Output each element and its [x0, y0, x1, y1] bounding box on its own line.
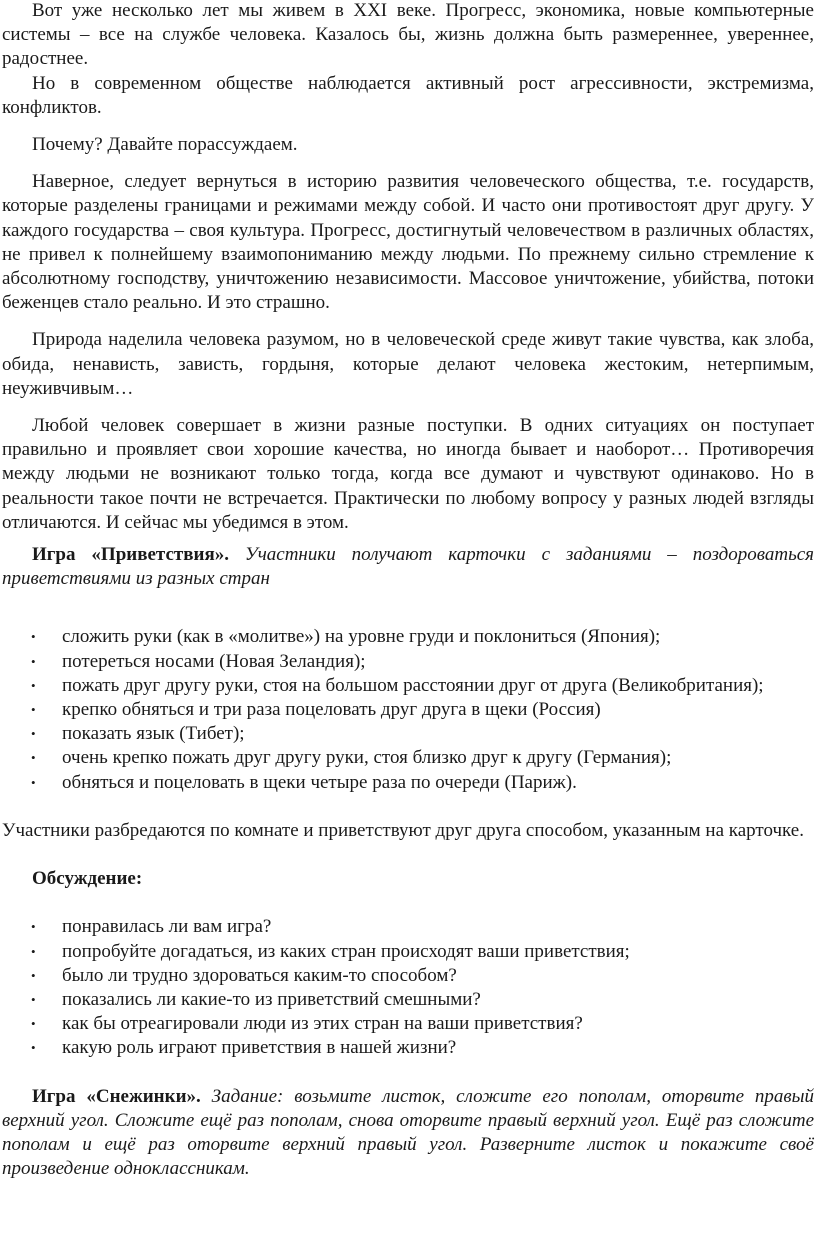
bullet-icon: •	[31, 653, 36, 669]
intro-paragraph-1: Вот уже несколько лет мы живем в XXI веке. Прогресс, экономика, новые компьютерные системы – все на службе человека. Казалось бы, жизнь должна быть размереннее, увереннее, радостнее.	[2, 0, 814, 70]
intro-paragraph-2: Но в современном обществе наблюдается активный рост агрессивности, экстремизма, конфликтов.	[2, 72, 814, 118]
list-item: • какую роль играют приветствия в нашей жизни?	[2, 1036, 814, 1060]
bullet-icon: •	[31, 1040, 36, 1056]
intro-paragraph-3: Почему? Давайте порассуждаем.	[32, 134, 298, 156]
bullet-icon: •	[31, 702, 36, 718]
list-item: • показать язык (Тибет);	[2, 722, 814, 746]
list-item: • потереться носами (Новая Зеландия);	[2, 650, 814, 674]
list-item: • сложить руки (как в «молитве») на уровне груди и поклониться (Япония);	[2, 625, 814, 649]
list-item: • обняться и поцеловать в щеки четыре раза по очереди (Париж).	[2, 771, 814, 795]
list-item: • крепко обняться и три раза поцеловать друг друга в щеки (Россия)	[2, 698, 814, 722]
greetings-after-text: Участники разбредаются по комнате и приветствуют друг друга способом, указанным на карточке.	[2, 819, 804, 841]
document-page	[2, 0, 814, 1181]
bullet-icon: •	[31, 943, 36, 959]
game-snowflakes-intro	[2, 1085, 814, 1182]
game-greetings-task: Участники получают карточки с заданиями – поздороваться приветствиями из разных стран	[2, 544, 815, 590]
list-item: • очень крепко пожать друг другу руки, стоя близко друг к другу (Германия);	[2, 746, 814, 770]
intro-paragraph-6: Любой человек совершает в жизни разные поступки. В одних ситуациях он поступает правильно и проявляет свои хорошие качества, но иногда бывает и наоборот… Противоречия между людьми не возникают только тогда, когда все думают и чувствуют одинаково. Но в реальности такое почти не встречается. Практически по любому вопросу у разных людей взгляды отличаются. И сейчас мы убедимся в этом.	[2, 415, 814, 533]
bullet-icon: •	[31, 629, 36, 645]
list-item: • как бы отреагировали люди из этих стран на ваши приветствия?	[2, 1012, 814, 1036]
intro-paragraph-4: Наверное, следует вернуться в историю развития человеческого общества, т.е. государств, которые разделены границами и режимами между собой. И часто они противостоят друг другу. У каждого государства – своя культура. Прогресс, достигнутый человечеством в различных областях, не привел к полнейшему взаимопониманию между людьми. По прежнему сильно стремление к абсолютному господству, уничтожению независимости. Массовое уничтожение, убийства, потоки беженцев стало реально. И это страшно.	[2, 171, 814, 314]
discussion-list	[2, 915, 814, 1060]
bullet-icon: •	[31, 991, 36, 1007]
bullet-icon: •	[31, 967, 36, 983]
bullet-icon: •	[31, 1016, 36, 1032]
greetings-list	[2, 625, 814, 794]
bullet-icon: •	[31, 750, 36, 766]
discussion-title: Обсуждение:	[32, 868, 143, 890]
list-item: • пожать друг другу руки, стоя на большом расстоянии друг от друга (Великобритания);	[2, 674, 814, 698]
bullet-icon: •	[31, 677, 36, 693]
game-greetings-intro	[2, 543, 814, 591]
bullet-icon: •	[31, 726, 36, 742]
bullet-icon: •	[31, 774, 36, 790]
intro-paragraph-5: Природа наделила человека разумом, но в человеческой среде живут такие чувства, как злоба, обида, ненависть, зависть, гордыня, которые делают человека жестоким, нетерпимым, неуживчивым…	[2, 329, 814, 399]
game-greetings-title: Игра «Приветствия».	[32, 544, 229, 566]
bullet-icon: •	[31, 919, 36, 935]
list-item: • было ли трудно здороваться каким-то способом?	[2, 964, 814, 988]
list-item: • понравилась ли вам игра?	[2, 915, 814, 939]
game-snowflakes-task: Задание: возьмите листок, сложите его пополам, оторвите правый верхний угол. Сложите ещё раз пополам, снова оторвите правый верхний угол. Ещё раз сложите пополам и ещё раз оторвите верхний правый угол. Разверните листок и покажите своё произведение одноклассникам.	[2, 1085, 814, 1180]
list-item: • показались ли какие-то из приветствий смешными?	[2, 988, 814, 1012]
game-snowflakes-title: Игра «Снежинки».	[32, 1085, 201, 1107]
list-item: • попробуйте догадаться, из каких стран происходят ваши приветствия;	[2, 940, 814, 964]
